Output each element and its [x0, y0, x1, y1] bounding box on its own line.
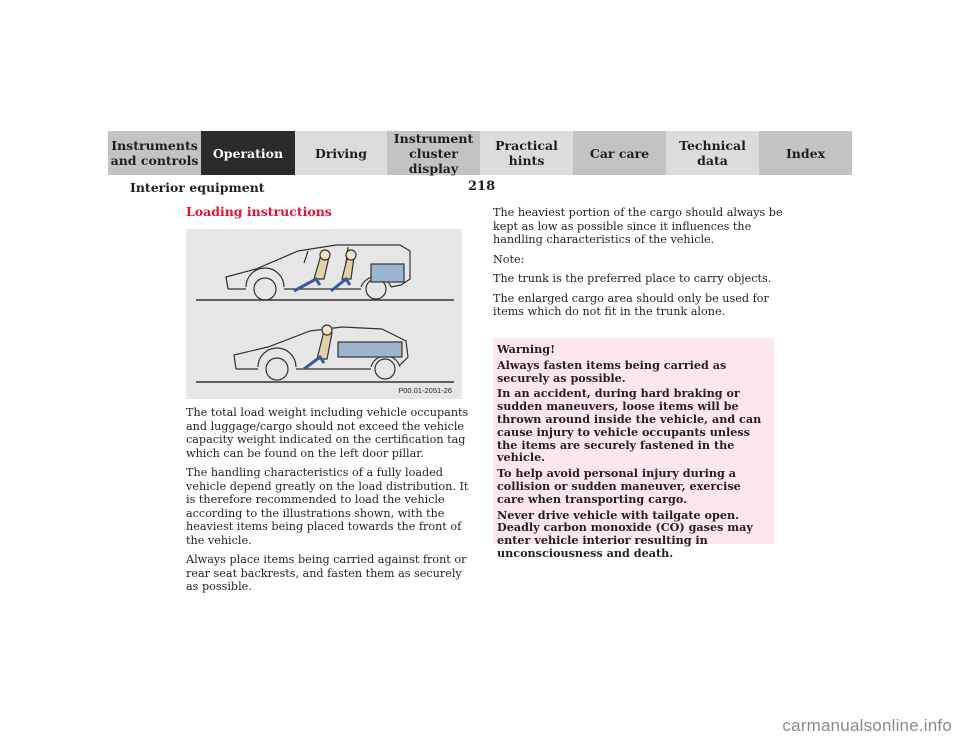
tab-driving[interactable]: Driving	[295, 131, 387, 175]
tab-technical-data[interactable]: Technical data	[666, 131, 759, 175]
warning-paragraph: To help avoid personal injury during a collision or sudden maneuver, exercise care when transporting cargo.	[497, 466, 741, 506]
tab-index[interactable]: Index	[759, 131, 852, 175]
watermark: carmanualsonline.info	[782, 716, 952, 735]
figure-reference-label: P00.01-2051-26	[398, 386, 452, 395]
note-label: Note:	[493, 252, 525, 266]
loading-illustration	[186, 229, 462, 399]
section-title: Loading instructions	[186, 204, 332, 219]
section-tab-bar	[108, 131, 852, 175]
right-column-text	[493, 206, 783, 325]
running-header: Interior equipment	[130, 180, 265, 195]
warning-paragraph: Never drive vehicle with tailgate open. Deadly carbon monoxide (CO) gases may enter vehicle interior resulting in unconsciousness and death.	[497, 507, 753, 560]
page-number: 218	[468, 179, 496, 194]
car-loading-diagram	[186, 229, 462, 399]
paragraph: The enlarged cargo area should only be used for items which do not fit in the trunk alone.	[493, 291, 769, 318]
paragraph: The heaviest portion of the cargo should always be kept as low as possible since it influences the handling characteristics of the vehicle.	[493, 206, 783, 246]
tab-practical-hints[interactable]: Practical hints	[480, 131, 573, 175]
warning-paragraph: In an accident, during hard braking or sudden maneuvers, loose items will be thrown around inside the vehicle, and can cause injury to vehicle occupants unless the items are securely fastened in the vehicle.	[497, 386, 762, 465]
wagon-illustration	[196, 245, 454, 300]
tab-car-care[interactable]: Car care	[573, 131, 666, 175]
paragraph: The total load weight including vehicle occupants and luggage/cargo should not exceed the vehicle capacity weight indicated on the certification tag which can be found on the left door pillar.	[186, 406, 469, 460]
tab-operation[interactable]: Operation	[201, 131, 295, 175]
warning-box	[493, 338, 774, 560]
tab-instruments-and-controls[interactable]: Instruments and controls	[108, 131, 201, 175]
tab-instrument-cluster-display[interactable]: Instrument cluster display	[387, 131, 480, 175]
paragraph: Always place items being carried against front or rear seat backrests, and fasten them as securely as possible.	[186, 553, 467, 593]
sedan-illustration	[196, 325, 454, 382]
paragraph: The handling characteristics of a fully loaded vehicle depend greatly on the load distribution. It is therefore recommended to load the vehicle according to the illustrations shown, with the heaviest items being placed towards the front of the vehicle.	[186, 466, 469, 547]
left-column-text	[186, 406, 471, 600]
warning-paragraph: Always fasten items being carried as securely as possible.	[497, 357, 727, 385]
paragraph: The trunk is the preferred place to carry objects.	[493, 272, 772, 285]
warning-title: Warning!	[497, 342, 555, 356]
